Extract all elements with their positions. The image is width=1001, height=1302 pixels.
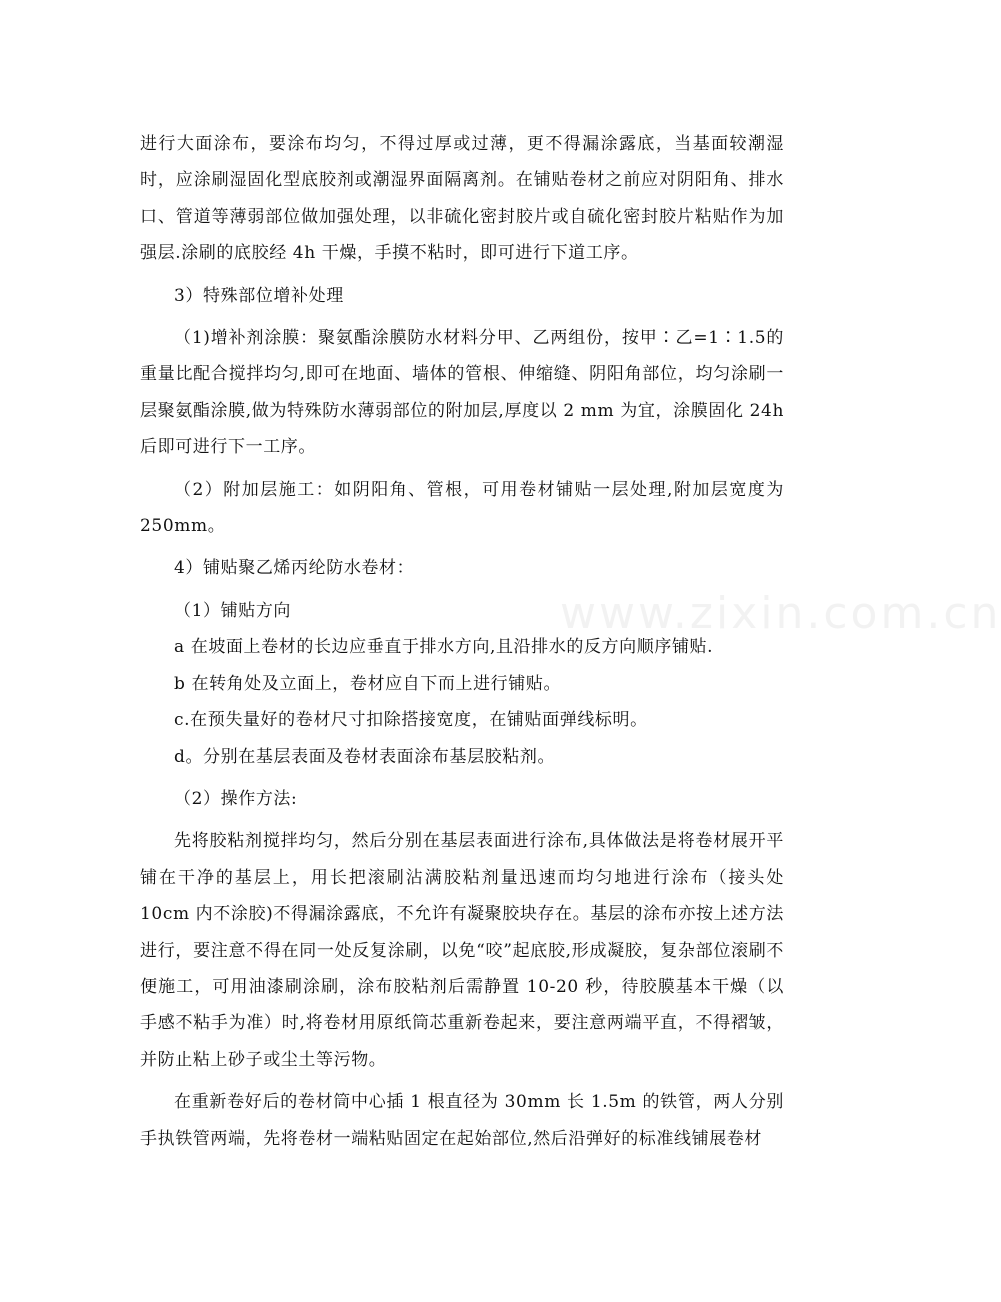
heading-membrane-laying: 4）铺贴聚乙烯丙纶防水卷材： bbox=[174, 558, 415, 579]
paragraph-rolling-procedure: 在重新卷好后的卷材筒中心插 1 根直径为 30mm 长 1.5m 的铁管，两人分别手执铁管两端，先将卷材一端粘贴固定在起始部位,然后沿弹好的标准线铺展卷材 bbox=[140, 1092, 784, 1149]
heading-operation-method: （2）操作方法: bbox=[174, 788, 298, 809]
list-item-c: c.在预失量好的卷材尺寸扣除搭接宽度，在铺贴面弹线标明。 bbox=[174, 710, 648, 731]
heading-laying-direction: （1）铺贴方向 bbox=[174, 600, 292, 621]
list-item-b: b 在转角处及立面上，卷材应自下而上进行铺贴。 bbox=[174, 673, 562, 694]
paragraph-operation-steps: 先将胶粘剂搅拌均匀，然后分别在基层表面进行涂布,具体做法是将卷材展开平铺在干净的基层上，用长把滚刷沾满胶粘剂量迅速而均匀地进行涂布（接头处 10cm 内不涂胶)不得漏涂露底，不允许有凝聚胶块存在。基层的涂布亦按上述方法进行，要注意不得在同一处反复涂刷，以免“咬”起底胶,形成凝胶，复杂部位滚刷不便施工，可用油漆刷涂刷，涂布胶粘剂后需静置 10-20 秒，待胶膜基本干燥（以手感不粘手为准）时,将卷材用原纸筒芯重新卷起来，要注意两端平直，不得褶皱，并防止粘上砂子或尘土等污物。 bbox=[140, 831, 784, 1070]
list-item-d: d。分别在基层表面及卷材表面涂布基层胶粘剂。 bbox=[174, 746, 556, 767]
paragraph-additional-layer: （2）附加层施工：如阴阳角、管根，可用卷材铺贴一层处理,附加层宽度为250mm。 bbox=[140, 479, 784, 537]
paragraph-additive-coating: （1)增补剂涂膜：聚氨酯涂膜防水材料分甲、乙两组份，按甲∶乙=1∶1.5的重量比配合搅拌均匀,即可在地面、墙体的管根、伸缩缝、阴阳角部位，均匀涂刷一层聚氨酯涂膜,做为特殊防水薄弱部位的附加层,厚度以 2 mm 为宜，涂膜固化 24h 后即可进行下一工序。 bbox=[140, 328, 784, 458]
paragraph-base-coat-continuation: 进行大面涂布，要涂布均匀，不得过厚或过薄，更不得漏涂露底，当基面较潮湿时，应涂刷湿固化型底胶剂或潮湿界面隔离剂。在铺贴卷材之前应对阴阳角、排水口、管道等薄弱部位做加强处理，以非硫化密封胶片或自硫化密封胶片粘贴作为加强层.涂刷的底胶经 4h 干燥，手摸不粘时，即可进行下道工序。 bbox=[140, 134, 784, 264]
list-item-a: a 在坡面上卷材的长边应垂直于排水方向,且沿排水的反方向顺序铺贴. bbox=[174, 637, 714, 658]
document-body bbox=[140, 126, 784, 1157]
heading-special-parts-treatment: 3）特殊部位增补处理 bbox=[174, 285, 344, 306]
watermark-text: www.zixin.com.cn bbox=[560, 588, 1001, 639]
